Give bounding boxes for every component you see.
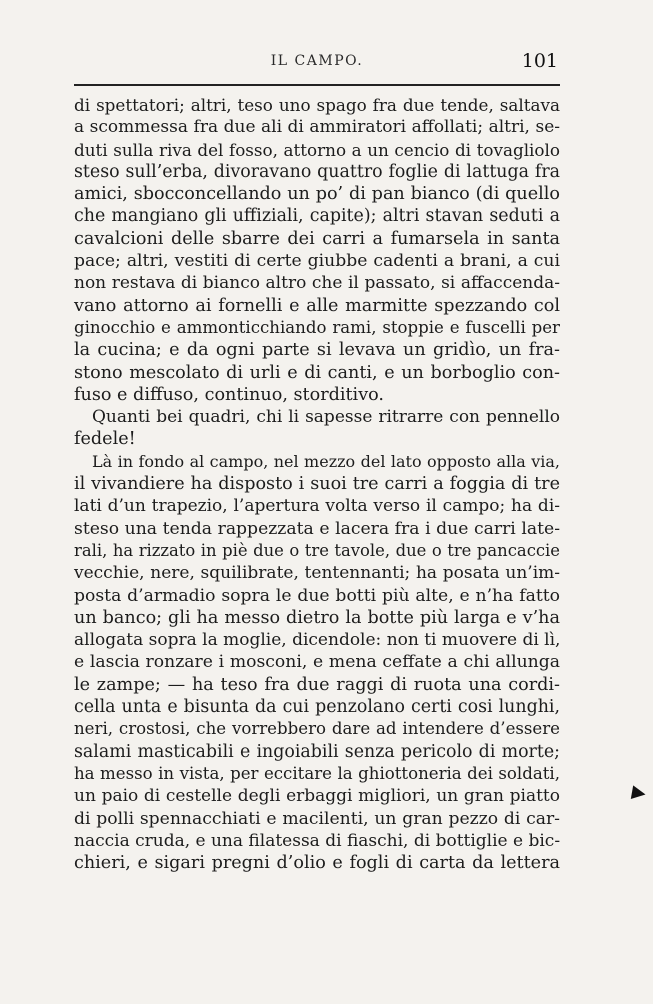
text-line: ginocchio e ammonticchiando rami, stoppie e fuscelli per (74, 317, 560, 337)
text-line: pace; altri, vestiti di certe giubbe cadenti a brani, a cui (74, 251, 560, 272)
body-text (74, 94, 560, 874)
margin-mark-icon: ▶ (630, 780, 648, 805)
text-line: il vivandiere ha disposto i suoi tre carri a foggia di tre (74, 474, 560, 495)
text-line: la cucina; e da ogni parte si levava un gridìo, un fra- (74, 340, 560, 361)
text-line: fuso e diffuso, continuo, storditivo. (74, 384, 385, 405)
text-line: che mangiano gli uffiziali, capite); altri stavan seduti a (74, 206, 560, 227)
text-line: non restava di bianco altro che il passato, si affaccenda- (74, 273, 560, 294)
text-line: posta d’armadio sopra le due botti più alte, e n’ha fatto (74, 585, 560, 606)
text-line: stono mescolato di urli e di canti, e un borboglio con- (74, 362, 560, 383)
text-line: e lascia ronzare i mosconi, e mena ceffate a chi allunga (74, 652, 560, 673)
text-line: un banco; gli ha messo dietro la botte più larga e v’ha (74, 607, 560, 628)
text-line: lati d’un trapezio, l’apertura volta verso il campo; ha di- (74, 496, 560, 517)
text-line: Quanti bei quadri, chi li sapesse ritrarre con pennello (92, 407, 560, 428)
text-line: vecchie, nere, squilibrate, tentennanti; ha posata un’im- (74, 563, 560, 584)
text-line: steso sull’erba, divoravano quattro foglie di lattuga fra (74, 161, 560, 182)
text-line: ha messo in vista, per eccitare la ghiottoneria dei soldati, (74, 763, 560, 783)
text-line: duti sulla riva del fosso, attorno a un cencio di tovagliolo (74, 139, 560, 160)
text-line: cavalcioni delle sbarre dei carri a fumarsela in santa (74, 228, 560, 249)
text-line: neri, crostosi, che vorrebbero dare ad intendere d’essere (74, 719, 560, 739)
header-rule (74, 84, 560, 86)
text-line: amici, sbocconcellando un po’ di pan bianco (di quello (74, 184, 560, 205)
text-line: a scommessa fra due ali di ammiratori affollati; altri, se- (74, 117, 560, 138)
text-line: rali, ha rizzato in piè due o tre tavole, due o tre pancaccie (74, 540, 560, 560)
text-line: le zampe; — ha teso fra due raggi di ruota una cordi- (74, 674, 560, 695)
text-line: di spettatori; altri, teso uno spago fra due tende, saltava (74, 95, 560, 115)
text-line: chieri, e sigari pregni d’olio e fogli di carta da lettera (74, 853, 560, 874)
text-line: naccia cruda, e una filatessa di fiaschi, di bottiglie e bic- (74, 830, 561, 851)
text-line: un paio di cestelle degli erbaggi migliori, un gran piatto (74, 786, 560, 807)
text-line: salami masticabili e ingoiabili senza pericolo di morte; (74, 741, 560, 762)
text-line: steso una tenda rappezzata e lacera fra i due carri late- (74, 518, 560, 539)
text-line: di polli spennacchiati e macilenti, un gran pezzo di car- (74, 808, 560, 829)
text-line: vano attorno ai fornelli e alle marmitte spezzando col (74, 295, 560, 316)
text-line: Là in fondo al campo, nel mezzo del lato opposto alla via, (92, 451, 560, 471)
text-line: cella unta e bisunta da cui penzolano certi cosi lunghi, (74, 697, 560, 718)
page-header (74, 50, 560, 80)
running-title: IL CAMPO. (270, 53, 364, 69)
text-line: fedele! (74, 429, 136, 450)
page-number: 101 (521, 50, 558, 72)
text-line: allogata sopra la moglie, dicendole: non ti muovere di lì, (74, 630, 561, 651)
